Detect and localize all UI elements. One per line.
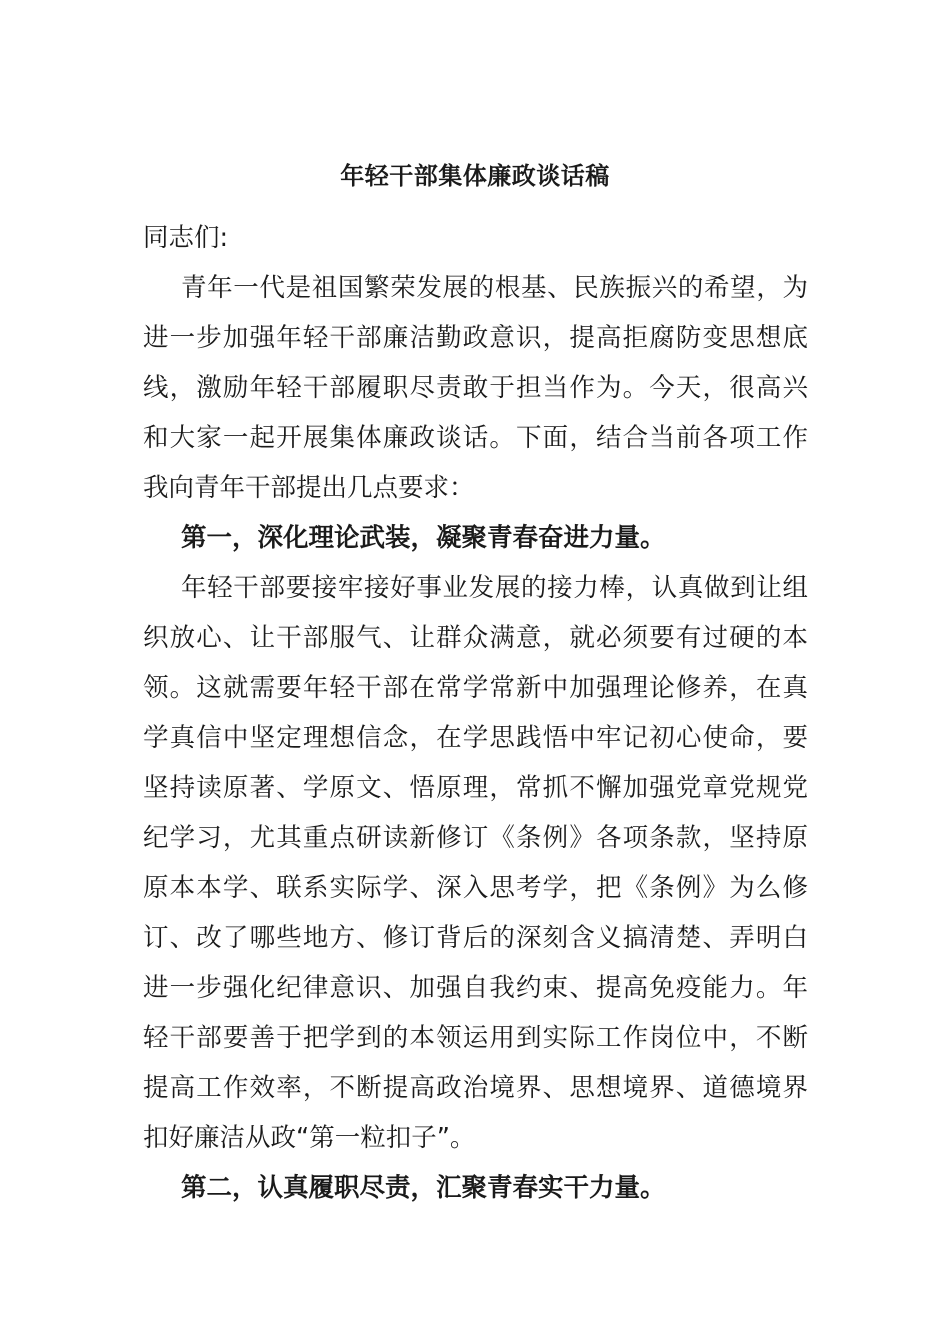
paragraph-line: 织放心、让干部服气、让群众满意，就必须要有过硬的本 [143,623,808,653]
paragraph-line: 进一步强化纪律意识、加强自我约束、提高免疫能力。年 [143,973,808,1003]
section-heading-2: 第二，认真履职尽责，汇聚青春实干力量。 [181,1173,666,1203]
document-title: 年轻干部集体廉政谈话稿 [340,162,610,190]
paragraph-line: 进一步加强年轻干部廉洁勤政意识，提高拒腐防变思想底 [143,323,808,353]
paragraph-line: 纪学习，尤其重点研读新修订《条例》各项条款，坚持原 [143,823,808,853]
paragraph-line: 学真信中坚定理想信念，在学思践悟中牢记初心使命，要 [143,723,808,753]
paragraph-line: 坚持读原著、学原文、悟原理，常抓不懈加强党章党规党 [143,773,808,803]
paragraph-line: 线，激励年轻干部履职尽责敢于担当作为。今天，很高兴 [143,373,808,403]
paragraph-line: 年轻干部要接牢接好事业发展的接力棒，认真做到让组 [181,573,808,603]
paragraph-line: 我向青年干部提出几点要求： [143,473,475,503]
paragraph-line: 领。这就需要年轻干部在常学常新中加强理论修养，在真 [143,673,808,703]
paragraph-line: 提高工作效率，不断提高政治境界、思想境界、道德境界 [143,1073,808,1103]
paragraph-line: 原本本学、联系实际学、深入思考学，把《条例》为么修 [143,873,808,903]
salutation: 同志们: [143,223,229,253]
section-heading-1: 第一，深化理论武装，凝聚青春奋进力量。 [181,523,666,553]
paragraph-line: 轻干部要善于把学到的本领运用到实际工作岗位中，不断 [143,1023,808,1053]
paragraph-line: 青年一代是祖国繁荣发展的根基、民族振兴的希望，为 [181,273,808,303]
section-1-paragraph [143,563,808,1163]
paragraph-line: 订、改了哪些地方、修订背后的深刻含义搞清楚、弄明白 [143,923,808,953]
paragraph-line: 扣好廉洁从政“第一粒扣子”。 [143,1123,476,1153]
paragraph-line: 和大家一起开展集体廉政谈话。下面，结合当前各项工作 [143,423,808,453]
document-body [143,213,808,1213]
intro-paragraph [143,263,808,513]
